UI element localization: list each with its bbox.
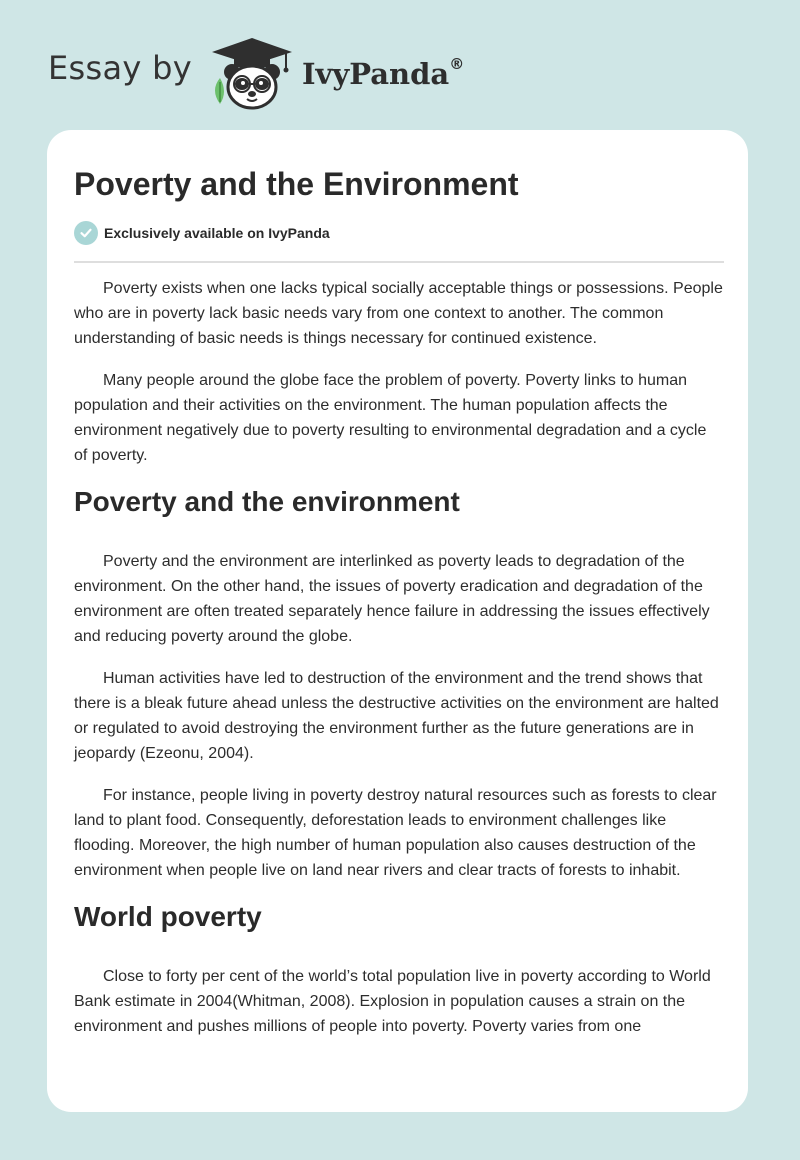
paragraph: For instance, people living in poverty destroy natural resources such as forests to clear land to plant food. Consequently, deforestation leads to environment challenges like flooding. Moreover, the high number of human population also causes destruction of the environment when people live on land near rivers and clear tracts of forests to inhabit.: [74, 787, 717, 879]
paragraph: Many people around the globe face the problem of poverty. Poverty links to human population and their activities on the environment. The human population affects the environment negatively due to poverty resulting to environmental degradation and a cycle of poverty.: [74, 372, 707, 464]
ivypanda-logo[interactable]: [206, 32, 298, 112]
panda-icon: [206, 32, 298, 112]
brand-text: IvyPanda: [301, 57, 450, 91]
essay-by-label: Essay by: [48, 49, 192, 87]
article-body: [74, 276, 724, 1056]
badge-label: Exclusively available on IvyPanda: [104, 225, 330, 241]
paragraph: Human activities have led to destruction of the environment and the trend shows that there is a bleak future ahead unless the destructive activities on the environment are halted or regulated to avoid destroying the environment further as the future generations are in jeopardy (Ezeonu, 2004).: [74, 670, 719, 762]
section-heading: Poverty and the environment: [74, 486, 460, 517]
section-heading: World poverty: [74, 901, 262, 932]
paragraph: Poverty and the environment are interlinked as poverty leads to degradation of the environment. On the other hand, the issues of poverty eradication and degradation of the environment are often treated separately hence failure in addressing the issues effectively and reducing poverty around the globe.: [74, 553, 710, 645]
check-icon: [74, 221, 98, 245]
divider: [74, 261, 724, 263]
page-title: Poverty and the Environment: [74, 166, 519, 202]
paragraph: Close to forty per cent of the world’s total population live in poverty according to World Bank estimate in 2004(Whitman, 2008). Explosion in population causes a strain on the environment and pushes millions of people into poverty. Poverty varies from one: [74, 968, 711, 1035]
paragraph: Poverty exists when one lacks typical socially acceptable things or possessions. People who are in poverty lack basic needs vary from one context to another. The common understanding of basic needs is things necessary for continued existence.: [74, 280, 723, 347]
brand-name[interactable]: [302, 57, 464, 91]
exclusive-badge: [74, 221, 330, 245]
site-header: [48, 30, 464, 114]
essay-card: [47, 130, 748, 1112]
registered-mark: ®: [449, 55, 465, 74]
